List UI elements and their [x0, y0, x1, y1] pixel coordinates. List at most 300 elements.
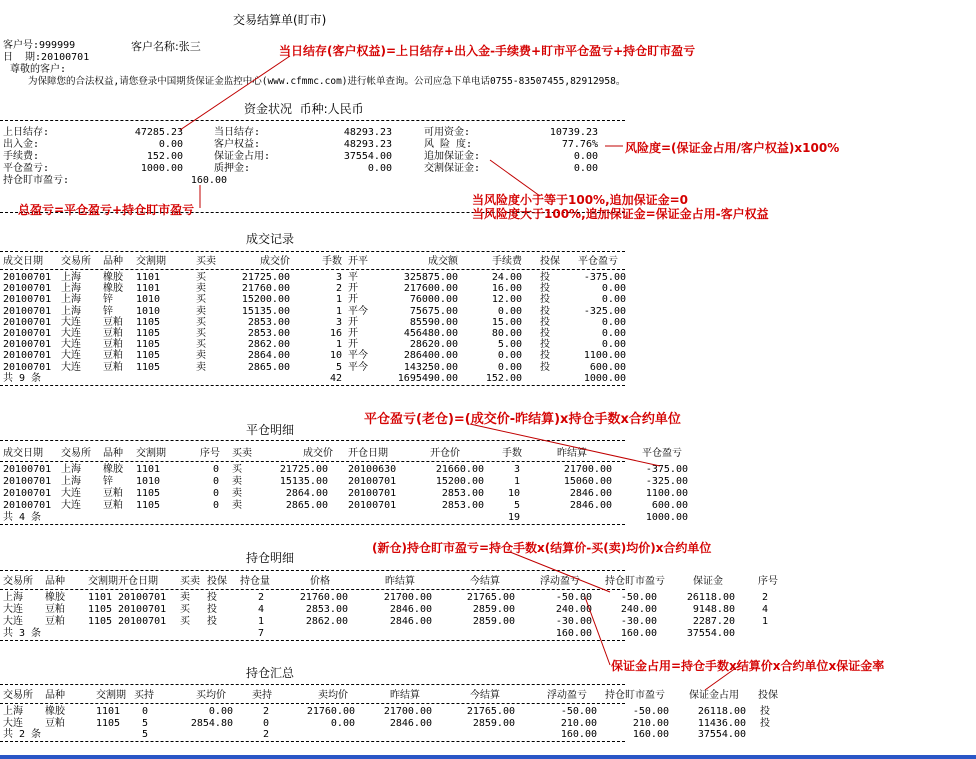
divider [0, 640, 625, 641]
table-cell: 开 [348, 283, 358, 295]
table-cell: 锌 [103, 305, 113, 317]
table-cell: 21760.00 [306, 706, 355, 717]
table-cell: 开 [348, 316, 358, 328]
table-cell: 橡胶 [45, 592, 65, 603]
table-cell: 1 [335, 305, 342, 317]
table-cell: 开 [348, 339, 358, 351]
table-total-label: 共 2 条 [3, 729, 42, 740]
table-cell: 0.00 [601, 294, 626, 306]
table-cell: 5 [335, 361, 342, 373]
funds-label: 手续费: [3, 151, 40, 162]
table-cell: 0.00 [601, 283, 626, 295]
table-total-value: 160.00 [555, 628, 592, 639]
table-cell: 20100701 [3, 283, 52, 295]
table-cell: 上海 [61, 305, 81, 317]
table-cell: 卖 [196, 350, 206, 362]
table-cell: 上海 [61, 283, 81, 295]
column-header: 成交额 [428, 256, 458, 267]
table-cell: 0 [212, 464, 219, 475]
table-cell: 0.00 [497, 350, 522, 362]
column-header: 持仓盯市盈亏 [605, 576, 665, 587]
table-cell: 1 [513, 476, 520, 487]
table-cell: 平今 [348, 305, 368, 317]
divider [0, 269, 625, 270]
table-cell: 1105 [136, 339, 161, 351]
column-header: 成交日期 [3, 256, 43, 267]
table-cell: 上海 [3, 592, 23, 603]
table-total-value: 19 [507, 512, 520, 523]
funds-value: 48293.23 [343, 139, 392, 150]
table-cell: 15060.00 [563, 476, 612, 487]
table-cell: 21700.00 [563, 464, 612, 475]
table-cell: 橡胶 [103, 464, 123, 475]
funds-value: 160.00 [190, 175, 227, 186]
annotation-position-pnl: (新仓)持仓盯市盈亏=持仓手数x(结算价-买(卖)均价)x合约单位 [372, 541, 712, 555]
column-header: 今结算 [470, 576, 500, 587]
table-cell: 大连 [61, 500, 81, 511]
funds-label: 质押金: [214, 163, 251, 174]
funds-label: 客户权益: [214, 139, 261, 150]
divider [0, 570, 625, 571]
table-cell: 600.00 [589, 361, 626, 373]
column-header: 序号 [200, 448, 220, 459]
table-cell: 豆粕 [103, 316, 123, 328]
column-header: 投保 [540, 256, 560, 267]
table-cell: 买 [180, 616, 190, 627]
table-cell: 1105 [136, 488, 161, 499]
table-cell: 买 [196, 328, 206, 339]
table-cell: 卖 [180, 592, 190, 603]
table-cell: 豆粕 [103, 488, 123, 499]
table-cell: 橡胶 [103, 283, 123, 295]
table-cell: 上海 [61, 294, 81, 306]
table-cell: 26118.00 [686, 592, 735, 603]
closed-heading: 平仓明细 [246, 423, 295, 437]
notice-text: 为保障您的合法权益,请您登录中国期货保证金监控中心(www.cfmmc.com)进行帐单查询。公司应急下单电话0755-83507455,82912958。 [28, 76, 626, 87]
divider [0, 440, 625, 441]
table-cell: 21760.00 [299, 592, 348, 603]
funds-value: 37554.00 [343, 151, 392, 162]
table-cell: 大连 [61, 361, 81, 373]
table-total-value: 1000.00 [645, 512, 688, 523]
table-cell: 0.00 [601, 316, 626, 328]
table-total-value: 7 [257, 628, 264, 639]
table-cell: 20100701 [348, 500, 397, 511]
table-cell: 20100701 [118, 604, 167, 615]
table-total-value: 37554.00 [686, 628, 735, 639]
table-cell: 上海 [61, 272, 81, 283]
summary-heading: 持仓汇总 [246, 666, 295, 680]
annotation-close-pnl: 平仓盈亏(老仓)=(成交价-昨结算)x持仓手数x合约单位 [364, 412, 681, 427]
table-cell: 240.00 [620, 604, 657, 615]
column-header: 持仓盯市盈亏 [605, 690, 665, 701]
column-header: 品种 [103, 256, 123, 267]
table-cell: 投 [760, 706, 770, 717]
table-total-label: 共 3 条 [3, 628, 42, 639]
divider [0, 741, 625, 742]
table-cell: 开 [348, 328, 358, 339]
funds-label: 风 险 度: [424, 139, 473, 150]
column-header: 开仓价 [430, 448, 460, 459]
table-cell: 投 [207, 592, 217, 603]
table-cell: 15200.00 [435, 476, 484, 487]
table-cell: 1 [761, 616, 768, 627]
table-cell: 2865.00 [285, 500, 328, 511]
table-cell: 投 [540, 305, 550, 317]
table-cell: 3 [335, 316, 342, 328]
column-header: 序号 [758, 576, 778, 587]
table-cell: 20100701 [3, 500, 52, 511]
table-cell: 大连 [61, 488, 81, 499]
table-cell: 橡胶 [103, 272, 123, 283]
column-header: 昨结算 [557, 448, 587, 459]
customer-name: 客户名称:张三 [131, 40, 201, 53]
column-header: 卖持 [252, 690, 272, 701]
table-cell: 平 [348, 272, 358, 283]
table-cell: 21700.00 [383, 592, 432, 603]
table-cell: 20100701 [3, 476, 52, 487]
table-cell: 1 [335, 294, 342, 306]
statement-date: 日 期:20100701 [3, 52, 90, 63]
table-cell: 卖 [196, 283, 206, 295]
column-header: 手数 [322, 256, 342, 267]
table-cell: 2862.00 [305, 616, 348, 627]
table-cell: 2846.00 [569, 488, 612, 499]
table-cell: 卖 [232, 500, 242, 511]
table-cell: 买 [196, 294, 206, 306]
table-cell: 4 [761, 604, 768, 615]
table-cell: 2859.00 [472, 717, 515, 729]
table-cell: 2862.00 [247, 339, 290, 351]
table-cell: 20100701 [3, 305, 52, 317]
table-cell: 平今 [348, 350, 368, 362]
column-header: 手续费 [492, 256, 522, 267]
table-cell: 20100701 [3, 464, 52, 475]
column-header: 买卖 [232, 448, 252, 459]
funds-label: 上日结存: [3, 127, 50, 138]
table-cell: 75675.00 [409, 305, 458, 317]
funds-value: 48293.23 [343, 127, 392, 138]
table-cell: 217600.00 [403, 283, 458, 295]
table-cell: 21700.00 [383, 706, 432, 717]
table-cell: 豆粕 [103, 328, 123, 339]
table-cell: 1010 [136, 476, 161, 487]
funds-value: 1000.00 [140, 163, 183, 174]
column-header: 交易所 [61, 256, 91, 267]
table-cell: 20100701 [348, 488, 397, 499]
column-header: 保证金 [693, 576, 723, 587]
table-cell: 21765.00 [466, 706, 515, 717]
column-header: 品种 [45, 690, 65, 701]
funds-label: 持仓盯市盈亏: [3, 175, 70, 186]
table-cell: 20100701 [118, 616, 167, 627]
table-cell: 286400.00 [403, 350, 458, 362]
column-header: 成交日期 [3, 448, 43, 459]
table-cell: 橡胶 [45, 706, 65, 717]
table-cell: 2859.00 [472, 604, 515, 615]
table-cell: 24.00 [491, 272, 522, 283]
table-cell: 豆粕 [45, 717, 65, 729]
table-cell: 21765.00 [466, 592, 515, 603]
table-total-label: 共 4 条 [3, 512, 42, 523]
table-cell: 锌 [103, 476, 113, 487]
table-cell: 1100.00 [645, 488, 688, 499]
table-cell: 卖 [232, 476, 242, 487]
table-cell: 1105 [136, 316, 161, 328]
table-cell: 2 [761, 592, 768, 603]
table-cell: 2 [257, 592, 264, 603]
table-cell: 210.00 [560, 717, 597, 729]
column-header: 交易所 [3, 690, 33, 701]
funds-label: 平仓盈亏: [3, 163, 50, 174]
funds-value: 0.00 [573, 151, 598, 162]
positions-heading: 持仓明细 [246, 551, 295, 565]
column-header: 昨结算 [390, 690, 420, 701]
table-cell: 1101 [96, 706, 121, 717]
arrow-line [180, 56, 290, 130]
table-cell: 20100701 [3, 350, 52, 362]
table-cell: 0.00 [330, 717, 355, 729]
table-cell: 20100701 [3, 339, 52, 351]
table-cell: 10 [329, 350, 342, 362]
table-cell: 1105 [88, 604, 113, 615]
table-cell: 买 [232, 464, 242, 475]
funds-value: 0.00 [367, 163, 392, 174]
divider [0, 684, 625, 685]
table-cell: 开 [348, 294, 358, 306]
table-cell: 1 [335, 339, 342, 351]
table-cell: 2865.00 [247, 361, 290, 373]
table-cell: 投 [540, 328, 550, 339]
table-cell: 买 [196, 272, 206, 283]
table-cell: 1105 [136, 350, 161, 362]
table-cell: 买 [180, 604, 190, 615]
table-cell: 80.00 [491, 328, 522, 339]
table-cell: 16.00 [491, 283, 522, 295]
table-cell: 4 [257, 604, 264, 615]
table-cell: 0.00 [601, 339, 626, 351]
table-cell: 3 [335, 272, 342, 283]
table-cell: 21725.00 [241, 272, 290, 283]
table-cell: -30.00 [555, 616, 592, 627]
divider [0, 703, 625, 704]
table-cell: 240.00 [555, 604, 592, 615]
divider [0, 120, 625, 121]
table-cell: 1100.00 [583, 350, 626, 362]
table-cell: 2846.00 [389, 604, 432, 615]
divider [0, 251, 625, 252]
table-cell: 210.00 [632, 717, 669, 729]
funds-label: 保证金占用: [214, 151, 271, 162]
table-total-value: 5 [141, 729, 148, 740]
table-cell: 0.00 [497, 305, 522, 317]
funds-value: 10739.23 [549, 127, 598, 138]
table-cell: 豆粕 [103, 350, 123, 362]
table-cell: 上海 [3, 706, 23, 717]
table-cell: -50.00 [632, 706, 669, 717]
table-cell: 143250.00 [403, 361, 458, 373]
table-cell: 26118.00 [697, 706, 746, 717]
table-cell: 2853.00 [441, 500, 484, 511]
column-header: 昨结算 [385, 576, 415, 587]
column-header: 今结算 [470, 690, 500, 701]
table-cell: 大连 [61, 328, 81, 339]
table-cell: 20100701 [3, 328, 52, 339]
column-header: 交易所 [61, 448, 91, 459]
table-total-value: 2 [262, 729, 269, 740]
table-cell: 2 [335, 283, 342, 295]
table-cell: 21760.00 [241, 283, 290, 295]
column-header: 买卖 [180, 576, 200, 587]
table-cell: 卖 [232, 488, 242, 499]
column-header: 品种 [45, 576, 65, 587]
table-cell: 豆粕 [45, 604, 65, 615]
table-cell: 0.00 [208, 706, 233, 717]
table-cell: 卖 [196, 361, 206, 373]
table-cell: 20100701 [3, 316, 52, 328]
table-cell: 大连 [3, 717, 23, 729]
column-header: 买卖 [196, 256, 216, 267]
table-cell: 2864.00 [285, 488, 328, 499]
table-cell: 投 [540, 339, 550, 351]
greeting: 尊敬的客户: [10, 64, 67, 75]
column-header: 交割期 [96, 690, 126, 701]
annotation-equity-formula: 当日结存(客户权益)=上日结存+出入金-手续费+盯市平仓盈亏+持仓盯市盈亏 [279, 44, 696, 58]
table-cell: 豆粕 [103, 339, 123, 351]
column-header: 投保 [207, 576, 227, 587]
table-cell: 12.00 [491, 294, 522, 306]
column-header: 手数 [502, 448, 522, 459]
table-cell: 2853.00 [305, 604, 348, 615]
table-cell: 76000.00 [409, 294, 458, 306]
column-header: 交割期 [88, 576, 118, 587]
table-cell: 大连 [61, 350, 81, 362]
column-header: 买均价 [196, 690, 226, 701]
table-total-label: 共 9 条 [3, 372, 42, 384]
column-header: 卖均价 [318, 690, 348, 701]
column-header: 成交价 [260, 256, 290, 267]
column-header: 平仓盈亏 [642, 448, 682, 459]
table-cell: 5 [513, 500, 520, 511]
column-header: 开仓日期 [118, 576, 158, 587]
table-cell: -50.00 [620, 592, 657, 603]
table-cell: 1010 [136, 294, 161, 306]
table-cell: 20100701 [3, 272, 52, 283]
table-cell: 3 [513, 464, 520, 475]
table-cell: 20100701 [3, 294, 52, 306]
table-cell: -375.00 [583, 272, 626, 283]
table-cell: 2864.00 [247, 350, 290, 362]
table-cell: 9148.80 [692, 604, 735, 615]
funds-label: 当日结存: [214, 127, 261, 138]
table-cell: -30.00 [620, 616, 657, 627]
table-cell: 1101 [136, 272, 161, 283]
table-cell: 11436.00 [697, 717, 746, 729]
table-cell: 投 [540, 350, 550, 362]
statement-title: 交易结算单(盯市) [233, 13, 327, 27]
table-cell: 20100701 [3, 488, 52, 499]
table-cell: 2287.20 [692, 616, 735, 627]
funds-label: 出入金: [3, 139, 40, 150]
table-cell: 20100630 [348, 464, 397, 475]
funds-label: 可用资金: [424, 127, 471, 138]
table-cell: 1101 [136, 283, 161, 295]
table-cell: 0 [141, 706, 148, 717]
table-cell: 2 [262, 706, 269, 717]
funds-value: 0.00 [573, 163, 598, 174]
table-cell: 20100701 [118, 592, 167, 603]
table-cell: 2854.80 [190, 717, 233, 729]
table-cell: 0 [212, 476, 219, 487]
table-cell: 投 [540, 361, 550, 373]
table-cell: 1101 [136, 464, 161, 475]
divider [0, 461, 625, 462]
table-cell: 投 [760, 717, 770, 729]
table-cell: 20100701 [3, 361, 52, 373]
divider [0, 524, 625, 525]
funds-value: 77.76% [561, 139, 598, 150]
table-cell: 投 [540, 272, 550, 283]
table-cell: 5.00 [497, 339, 522, 351]
funds-value: 152.00 [146, 151, 183, 162]
column-header: 交割期 [136, 256, 166, 267]
table-cell: 0 [262, 717, 269, 729]
column-header: 持仓量 [240, 576, 270, 587]
table-cell: 1 [257, 616, 264, 627]
table-cell: 豆粕 [103, 361, 123, 373]
table-cell: 1105 [136, 500, 161, 511]
column-header: 投保 [758, 690, 778, 701]
table-cell: 大连 [3, 604, 23, 615]
table-cell: 买 [196, 316, 206, 328]
funds-value: 0.00 [158, 139, 183, 150]
table-total-value: 152.00 [485, 372, 522, 384]
funds-value: 47285.23 [134, 127, 183, 138]
funds-label: 追加保证金: [424, 151, 481, 162]
table-cell: 投 [207, 604, 217, 615]
table-cell: 0 [212, 500, 219, 511]
table-cell: 卖 [196, 305, 206, 317]
table-cell: 15135.00 [279, 476, 328, 487]
table-total-value: 160.00 [560, 729, 597, 740]
table-cell: 2853.00 [247, 328, 290, 339]
table-cell: 2853.00 [247, 316, 290, 328]
column-header: 保证金占用 [689, 690, 739, 701]
table-cell: -50.00 [555, 592, 592, 603]
table-cell: 1010 [136, 305, 161, 317]
column-header: 平仓盈亏 [578, 256, 618, 267]
annotation-margin-formula: 保证金占用=持仓手数x结算价x合约单位x保证金率 [611, 659, 885, 673]
table-cell: 20100701 [348, 476, 397, 487]
column-header: 品种 [103, 448, 123, 459]
table-cell: 1101 [88, 592, 113, 603]
column-header: 成交价 [303, 448, 333, 459]
table-cell: 2846.00 [569, 500, 612, 511]
table-cell: 投 [540, 294, 550, 306]
account-number: 客户号:999999 [3, 40, 76, 51]
table-cell: 2846.00 [389, 616, 432, 627]
table-cell: -325.00 [583, 305, 626, 317]
table-cell: 1105 [136, 328, 161, 339]
table-cell: 15135.00 [241, 305, 290, 317]
table-cell: 投 [540, 283, 550, 295]
arrow-line [470, 424, 660, 466]
table-cell: 买 [196, 339, 206, 351]
divider [0, 589, 625, 590]
table-total-value: 42 [329, 372, 342, 384]
table-cell: 0.00 [497, 361, 522, 373]
table-cell: 325875.00 [403, 272, 458, 283]
